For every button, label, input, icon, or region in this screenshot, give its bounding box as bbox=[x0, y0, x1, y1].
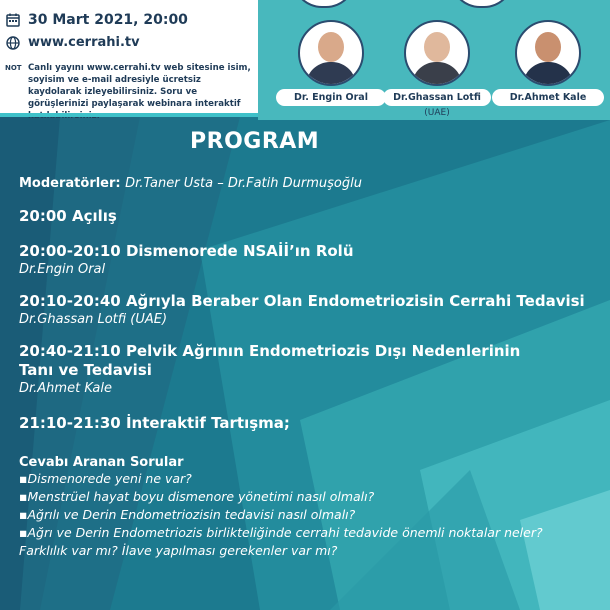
avatar bbox=[515, 20, 581, 86]
session-item bbox=[19, 292, 609, 328]
session-item bbox=[19, 242, 609, 278]
session-title: 20:00-20:10 Dismenorede NSAİİ’ın Rolü bbox=[19, 242, 354, 260]
event-date-row bbox=[6, 12, 188, 28]
session-item bbox=[19, 342, 539, 397]
speaker-name: Dr.Ahmet Kale bbox=[492, 89, 604, 106]
moderators-label: Moderatörler: bbox=[19, 176, 121, 191]
note-text: Canlı yayını www.cerrahi.tv web sitesine isim, soyisim ve e-mail adresiyle ücretsiz kaydolarak izleyebilirsiniz. Soru ve görüşlerinizi paylaşarak webinara interaktif bbox=[28, 63, 251, 109]
questions-title: Cevabı Aranan Sorular bbox=[19, 455, 184, 470]
event-website-link[interactable]: www.cerrahi.tv bbox=[28, 35, 140, 50]
program-title: PROGRAM bbox=[190, 129, 320, 154]
discussion-slot: 21:10-21:30 İnteraktif Tartışma; bbox=[19, 414, 290, 432]
globe-icon bbox=[6, 36, 20, 50]
session-title: 20:10-20:40 Ağrıyla Beraber Olan Endometriozisin Cerrahi Tedavisi bbox=[19, 292, 585, 310]
event-website-row bbox=[6, 35, 140, 50]
opening-slot: 20:00 Açılış bbox=[19, 207, 117, 225]
speaker-country: (UAE) bbox=[424, 108, 450, 118]
speaker-ghassan-lotfi bbox=[383, 20, 491, 118]
question-item: ▪Ağrılı ve Derin Endometriozisin tedavisi nasıl olmalı? bbox=[19, 507, 356, 522]
event-date: 30 Mart 2021, 20:00 bbox=[28, 12, 188, 28]
session-title: 20:40-21:10 Pelvik Ağrının Endometriozis Dışı Nedenlerinin Tanı ve Tedavisi bbox=[19, 342, 521, 379]
speaker-name: Dr. Engin Oral bbox=[276, 89, 386, 106]
note-label: NOT bbox=[5, 64, 22, 72]
question-item: Farklılık var mı? İlave yapılması gerekenler var mı? bbox=[19, 543, 338, 558]
info-divider bbox=[0, 113, 258, 117]
question-item: ▪Dismenorede yeni ne var? bbox=[19, 471, 192, 486]
program-content bbox=[19, 176, 609, 560]
moderators-line bbox=[19, 176, 609, 191]
avatar bbox=[298, 20, 364, 86]
session-speaker: Dr.Ghassan Lotfi (UAE) bbox=[19, 312, 168, 327]
question-item: ▪Ağrı ve Derin Endometriozis birlikteliğinde cerrahi tedavide önemli noktalar neler? bbox=[19, 525, 543, 540]
speaker-engin-oral bbox=[276, 20, 386, 106]
calendar-icon bbox=[6, 13, 20, 27]
avatar bbox=[404, 20, 470, 86]
speaker-ahmet-kale bbox=[492, 20, 604, 106]
moderators-names: Dr.Taner Usta – Dr.Fatih Durmuşoğlu bbox=[125, 176, 362, 191]
session-speaker: Dr.Ahmet Kale bbox=[19, 381, 112, 396]
event-info-panel bbox=[0, 0, 258, 113]
speaker-name: Dr.Ghassan Lotfi bbox=[383, 89, 491, 106]
session-speaker: Dr.Engin Oral bbox=[19, 262, 106, 277]
question-item: ▪Menstrüel hayat boyu dismenore yönetimi nasıl olmalı? bbox=[19, 489, 375, 504]
